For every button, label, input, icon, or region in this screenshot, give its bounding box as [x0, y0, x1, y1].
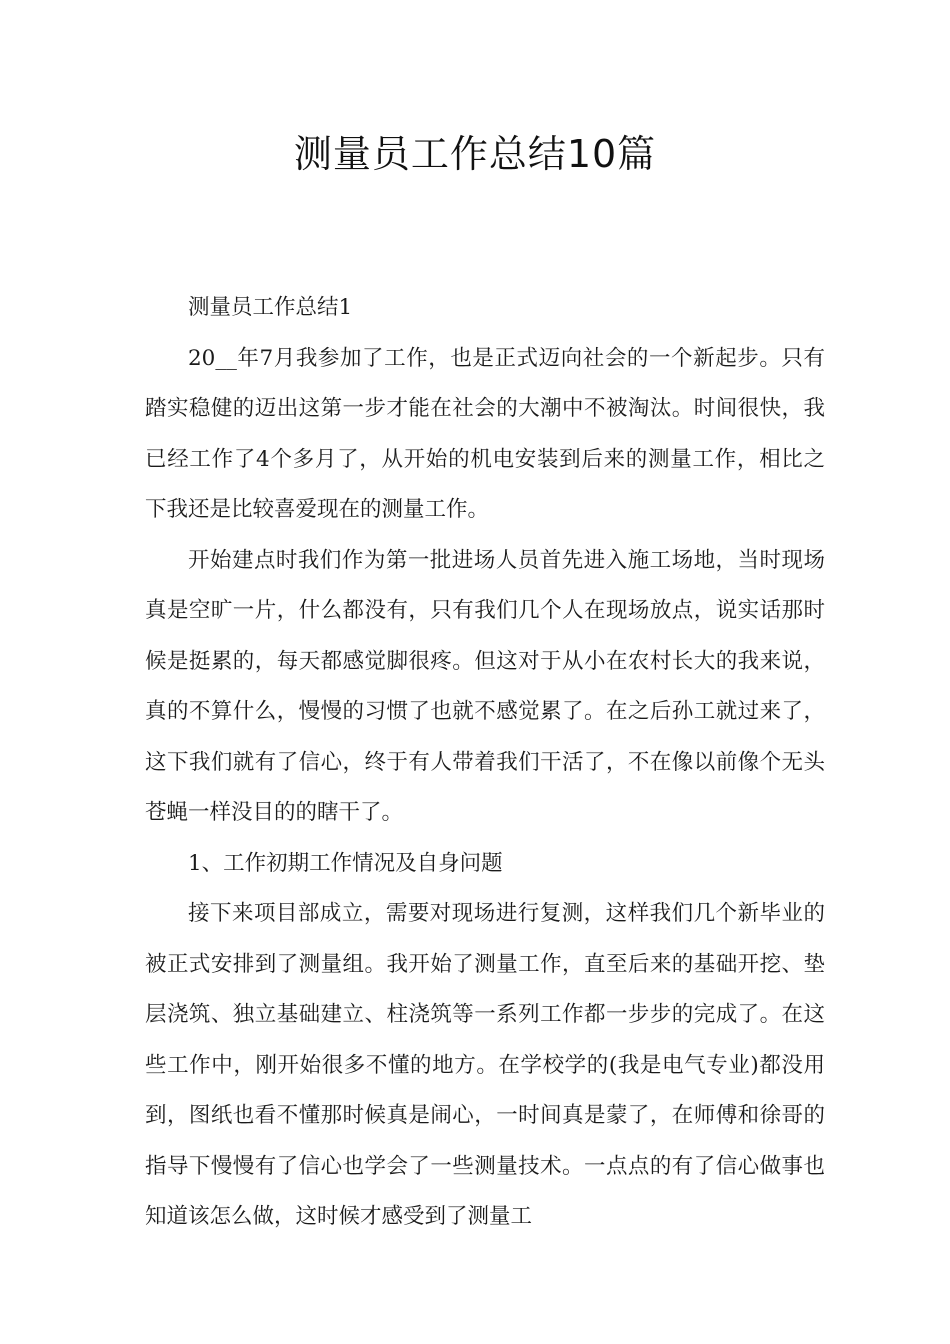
section-subheading: 1、工作初期工作情况及自身问题	[188, 850, 503, 876]
document-title: 测量员工作总结10篇	[293, 132, 657, 176]
paragraph: 开始建点时我们作为第一批进场人员首先进入施工场地，当时现场真是空旷一片，什么都没有，只有我们几个人在现场放点，说实话那时候是挺累的，每天都感觉脚很疼。但这对于从小在农村长大的我来说，真的不算什么，慢慢的习惯了也就不感觉累了。在之后孙工就过来了，这下我们就有了信心，终于有人带着我们干活了，不在像以前像个无头苍蝇一样没目的的瞎干了。	[145, 547, 825, 825]
paragraph: 20__年7月我参加了工作，也是正式迈向社会的一个新起步。只有踏实稳健的迈出这第一步才能在社会的大潮中不被淘汰。时间很快，我已经工作了4个多月了，从开始的机电安装到后来的测量工作，相比之下我还是比较喜爱现在的测量工作。	[145, 345, 825, 522]
section-heading: 测量员工作总结1	[188, 295, 353, 320]
paragraph: 接下来项目部成立，需要对现场进行复测，这样我们几个新毕业的被正式安排到了测量组。我开始了测量工作，直至后来的基础开挖、垫层浇筑、独立基础建立、柱浇筑等一系列工作都一步步的完成了。在这些工作中，刚开始很多不懂的地方。在学校学的(我是电气专业)都没用到，图纸也看不懂那时候真是闹心，一时间真是蒙了，在师傅和徐哥的指导下慢慢有了信心也学会了一些测量技术。一点点的有了信心做事也知道该怎么做，这时候才感受到了测量工	[145, 901, 825, 1229]
document-body	[145, 283, 825, 1243]
